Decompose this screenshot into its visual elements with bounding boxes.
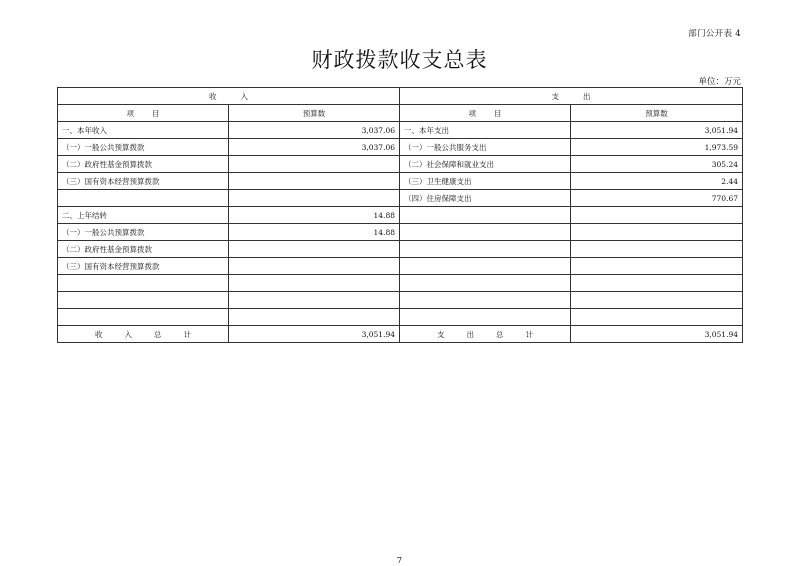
income-amount-cell <box>229 241 400 258</box>
expense-item-cell <box>400 258 571 275</box>
page-number: 7 <box>396 556 403 566</box>
income-item-cell <box>58 292 229 309</box>
expense-amount-cell: 2.44 <box>571 173 743 190</box>
income-amount-cell: 3,037.06 <box>229 122 400 139</box>
row-6 <box>58 224 743 241</box>
row-1 <box>58 139 743 156</box>
expense-amount-cell <box>571 309 743 326</box>
income-amount-cell <box>229 258 400 275</box>
expense-section-header: 支出 <box>400 88 743 105</box>
expense-item-header: 项目 <box>400 105 571 122</box>
expense-item-cell: （一）一般公共服务支出 <box>400 139 571 156</box>
income-item-cell <box>58 309 229 326</box>
row-4 <box>58 190 743 207</box>
income-amount-cell <box>229 292 400 309</box>
expense-item-cell <box>400 241 571 258</box>
row-2 <box>58 156 743 173</box>
income-amount-cell <box>229 309 400 326</box>
expense-item-cell: （三）卫生健康支出 <box>400 173 571 190</box>
unit-label: 单位：万元 <box>698 77 741 87</box>
income-amount-cell <box>229 173 400 190</box>
row-7 <box>58 241 743 258</box>
income-amount-cell <box>229 190 400 207</box>
expense-item-cell <box>400 207 571 224</box>
expense-amount-cell: 3,051.94 <box>571 122 743 139</box>
page-title: 财政拨款收支总表 <box>311 48 488 72</box>
expense-item-cell <box>400 224 571 241</box>
row-3 <box>58 173 743 190</box>
income-item-cell: （三）国有资本经营预算拨款 <box>58 258 229 275</box>
expense-amount-cell <box>571 224 743 241</box>
row-9 <box>58 275 743 292</box>
expense-item-cell: （四）住房保障支出 <box>400 190 571 207</box>
income-item-header: 项目 <box>58 105 229 122</box>
expense-amount-cell: 770.67 <box>571 190 743 207</box>
income-item-cell: （一）一般公共预算拨款 <box>58 224 229 241</box>
column-header-row <box>58 105 743 122</box>
expense-amount-cell <box>571 241 743 258</box>
row-0 <box>58 122 743 139</box>
income-amount-cell: 3,037.06 <box>229 139 400 156</box>
income-item-cell: （二）政府性基金预算拨款 <box>58 241 229 258</box>
income-item-cell: 一、本年收入 <box>58 122 229 139</box>
income-amount-header: 预算数 <box>229 105 400 122</box>
income-amount-cell: 14.88 <box>229 224 400 241</box>
income-section-header: 收入 <box>58 88 400 105</box>
budget-table <box>57 87 743 343</box>
expense-amount-cell <box>571 258 743 275</box>
expense-amount-cell: 1,973.59 <box>571 139 743 156</box>
expense-item-cell <box>400 292 571 309</box>
income-amount-cell <box>229 156 400 173</box>
expense-item-cell <box>400 309 571 326</box>
expense-total-label: 支出总计 <box>400 326 571 343</box>
income-total-amount: 3,051.94 <box>229 326 400 343</box>
expense-item-cell <box>400 275 571 292</box>
income-item-cell: （二）政府性基金预算拨款 <box>58 156 229 173</box>
income-amount-cell: 14.88 <box>229 207 400 224</box>
expense-amount-cell <box>571 207 743 224</box>
income-item-cell <box>58 190 229 207</box>
expense-amount-header: 预算数 <box>571 105 743 122</box>
income-total-label: 收入总计 <box>58 326 229 343</box>
expense-amount-cell: 305.24 <box>571 156 743 173</box>
expense-item-cell: 一、本年支出 <box>400 122 571 139</box>
expense-amount-cell <box>571 292 743 309</box>
income-item-cell: （三）国有资本经营预算拨款 <box>58 173 229 190</box>
table-code: 部门公开表 4 <box>688 29 741 39</box>
section-header-row <box>58 88 743 105</box>
income-amount-cell <box>229 275 400 292</box>
income-item-cell: （一）一般公共预算拨款 <box>58 139 229 156</box>
expense-amount-cell <box>571 275 743 292</box>
row-8 <box>58 258 743 275</box>
expense-item-cell: （二）社会保障和就业支出 <box>400 156 571 173</box>
expense-total-amount: 3,051.94 <box>571 326 743 343</box>
row-11 <box>58 309 743 326</box>
total-row <box>58 326 743 343</box>
row-10 <box>58 292 743 309</box>
income-item-cell <box>58 275 229 292</box>
row-5 <box>58 207 743 224</box>
income-item-cell: 二、上年结转 <box>58 207 229 224</box>
